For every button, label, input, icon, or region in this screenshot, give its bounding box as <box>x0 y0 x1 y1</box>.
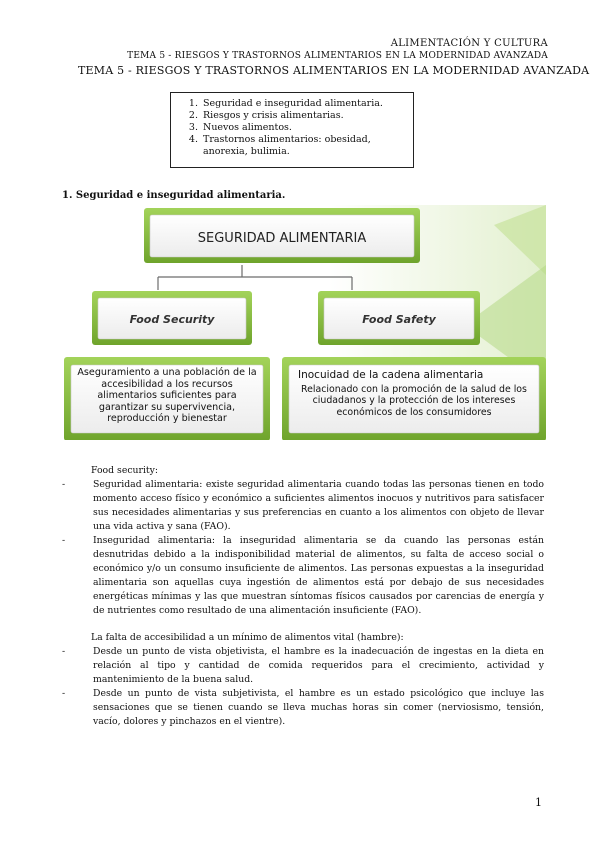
bullet-paragraph: - Inseguridad alimentaria: la inseguridad alimentaria se da cuando las personas están desnutridas debido a la indisponibilidad material de alimentos, su falta de acceso social o económico y/o un consumo insuficiente de alimentos. Las personas expuestas a la inseguridad alimentaria son aquellas cuya ingestión de alimentos está por debajo de sus necesidades energéticas mínimas y las que muestran síntomas físicos causados por carencias de energía y de nutrientes como resultado de una alimentación insuficiente (FAO). <box>62 535 544 616</box>
bullet-paragraph: - Seguridad alimentaria: existe seguridad alimentaria cuando todas las personas tienen en todo momento acceso físico y económico a suficientes alimentos inocuos y nutritivos para satisfacer sus necesidades alimentarias y sus preferencias en cuanto a los alimentos con objeto de llevar una vida activa y sana (FAO). <box>62 479 544 532</box>
food-security-label-text: Food security: <box>91 465 159 476</box>
food-safety-definition-text: Relacionado con la promoción de la salud de los ciudadanos y la protección de los intereses económicos de los consumidores <box>301 384 527 418</box>
food-security-label: Food Security <box>129 313 215 326</box>
toc-item: 2. Riesgos y crisis alimentarias. <box>201 110 407 122</box>
food-safety-node <box>318 291 480 345</box>
page-title: TEMA 5 - RIESGOS Y TRASTORNOS ALIMENTARIOS EN LA MODERNIDAD AVANZADA <box>78 64 590 77</box>
toc-item: 1. Seguridad e inseguridad alimentaria. <box>201 98 407 110</box>
top-node-label: SEGURIDAD ALIMENTARIA <box>197 231 367 246</box>
bullet-paragraph: - Desde un punto de vista subjetivista, el hambre es un estado psicológico que incluye las sensaciones que se tienen cuando se lleva muchas horas sin comer (nerviosismo, tensión, vacío, dolores y pinchazos en el vientre). <box>62 688 544 727</box>
running-header-course: ALIMENTACIÓN Y CULTURA <box>390 38 548 49</box>
table-of-contents <box>170 92 414 168</box>
bullet-paragraph: - Desde un punto de vista objetivista, el hambre es la inadecuación de ingestas en la dieta en relación al tipo y cantidad de comida requeridos para el crecimiento, actividad y mantenimiento de la buena salud. <box>62 646 544 685</box>
food-security-definition-node <box>64 357 270 440</box>
top-node <box>144 208 420 263</box>
toc-item: 3. Nuevos alimentos. <box>201 122 407 134</box>
toc-item: 4. Trastornos alimentarios: obesidad, anorexia, bulimia. <box>201 134 407 158</box>
page-number: 1 <box>535 796 542 809</box>
hunger-label: La falta de accesibilidad a un mínimo de alimentos vital (hambre): <box>91 632 404 643</box>
food-security-diagram <box>64 205 546 440</box>
food-security-node <box>92 291 252 345</box>
food-safety-label: Food Safety <box>362 313 436 326</box>
food-safety-definition-title: Inocuidad de la cadena alimentaria <box>298 369 484 381</box>
food-security-definition: Aseguramiento a una población de la accesibilidad a los recursos alimentarios suficientes para garantizar su supervivencia, reproducción y bienestar <box>77 367 257 425</box>
food-safety-definition-node <box>282 357 546 440</box>
section-heading: 1. Seguridad e inseguridad alimentaria. <box>62 190 286 201</box>
running-header-topic: TEMA 5 - RIESGOS Y TRASTORNOS ALIMENTARIOS EN LA MODERNIDAD AVANZADA <box>127 51 548 61</box>
